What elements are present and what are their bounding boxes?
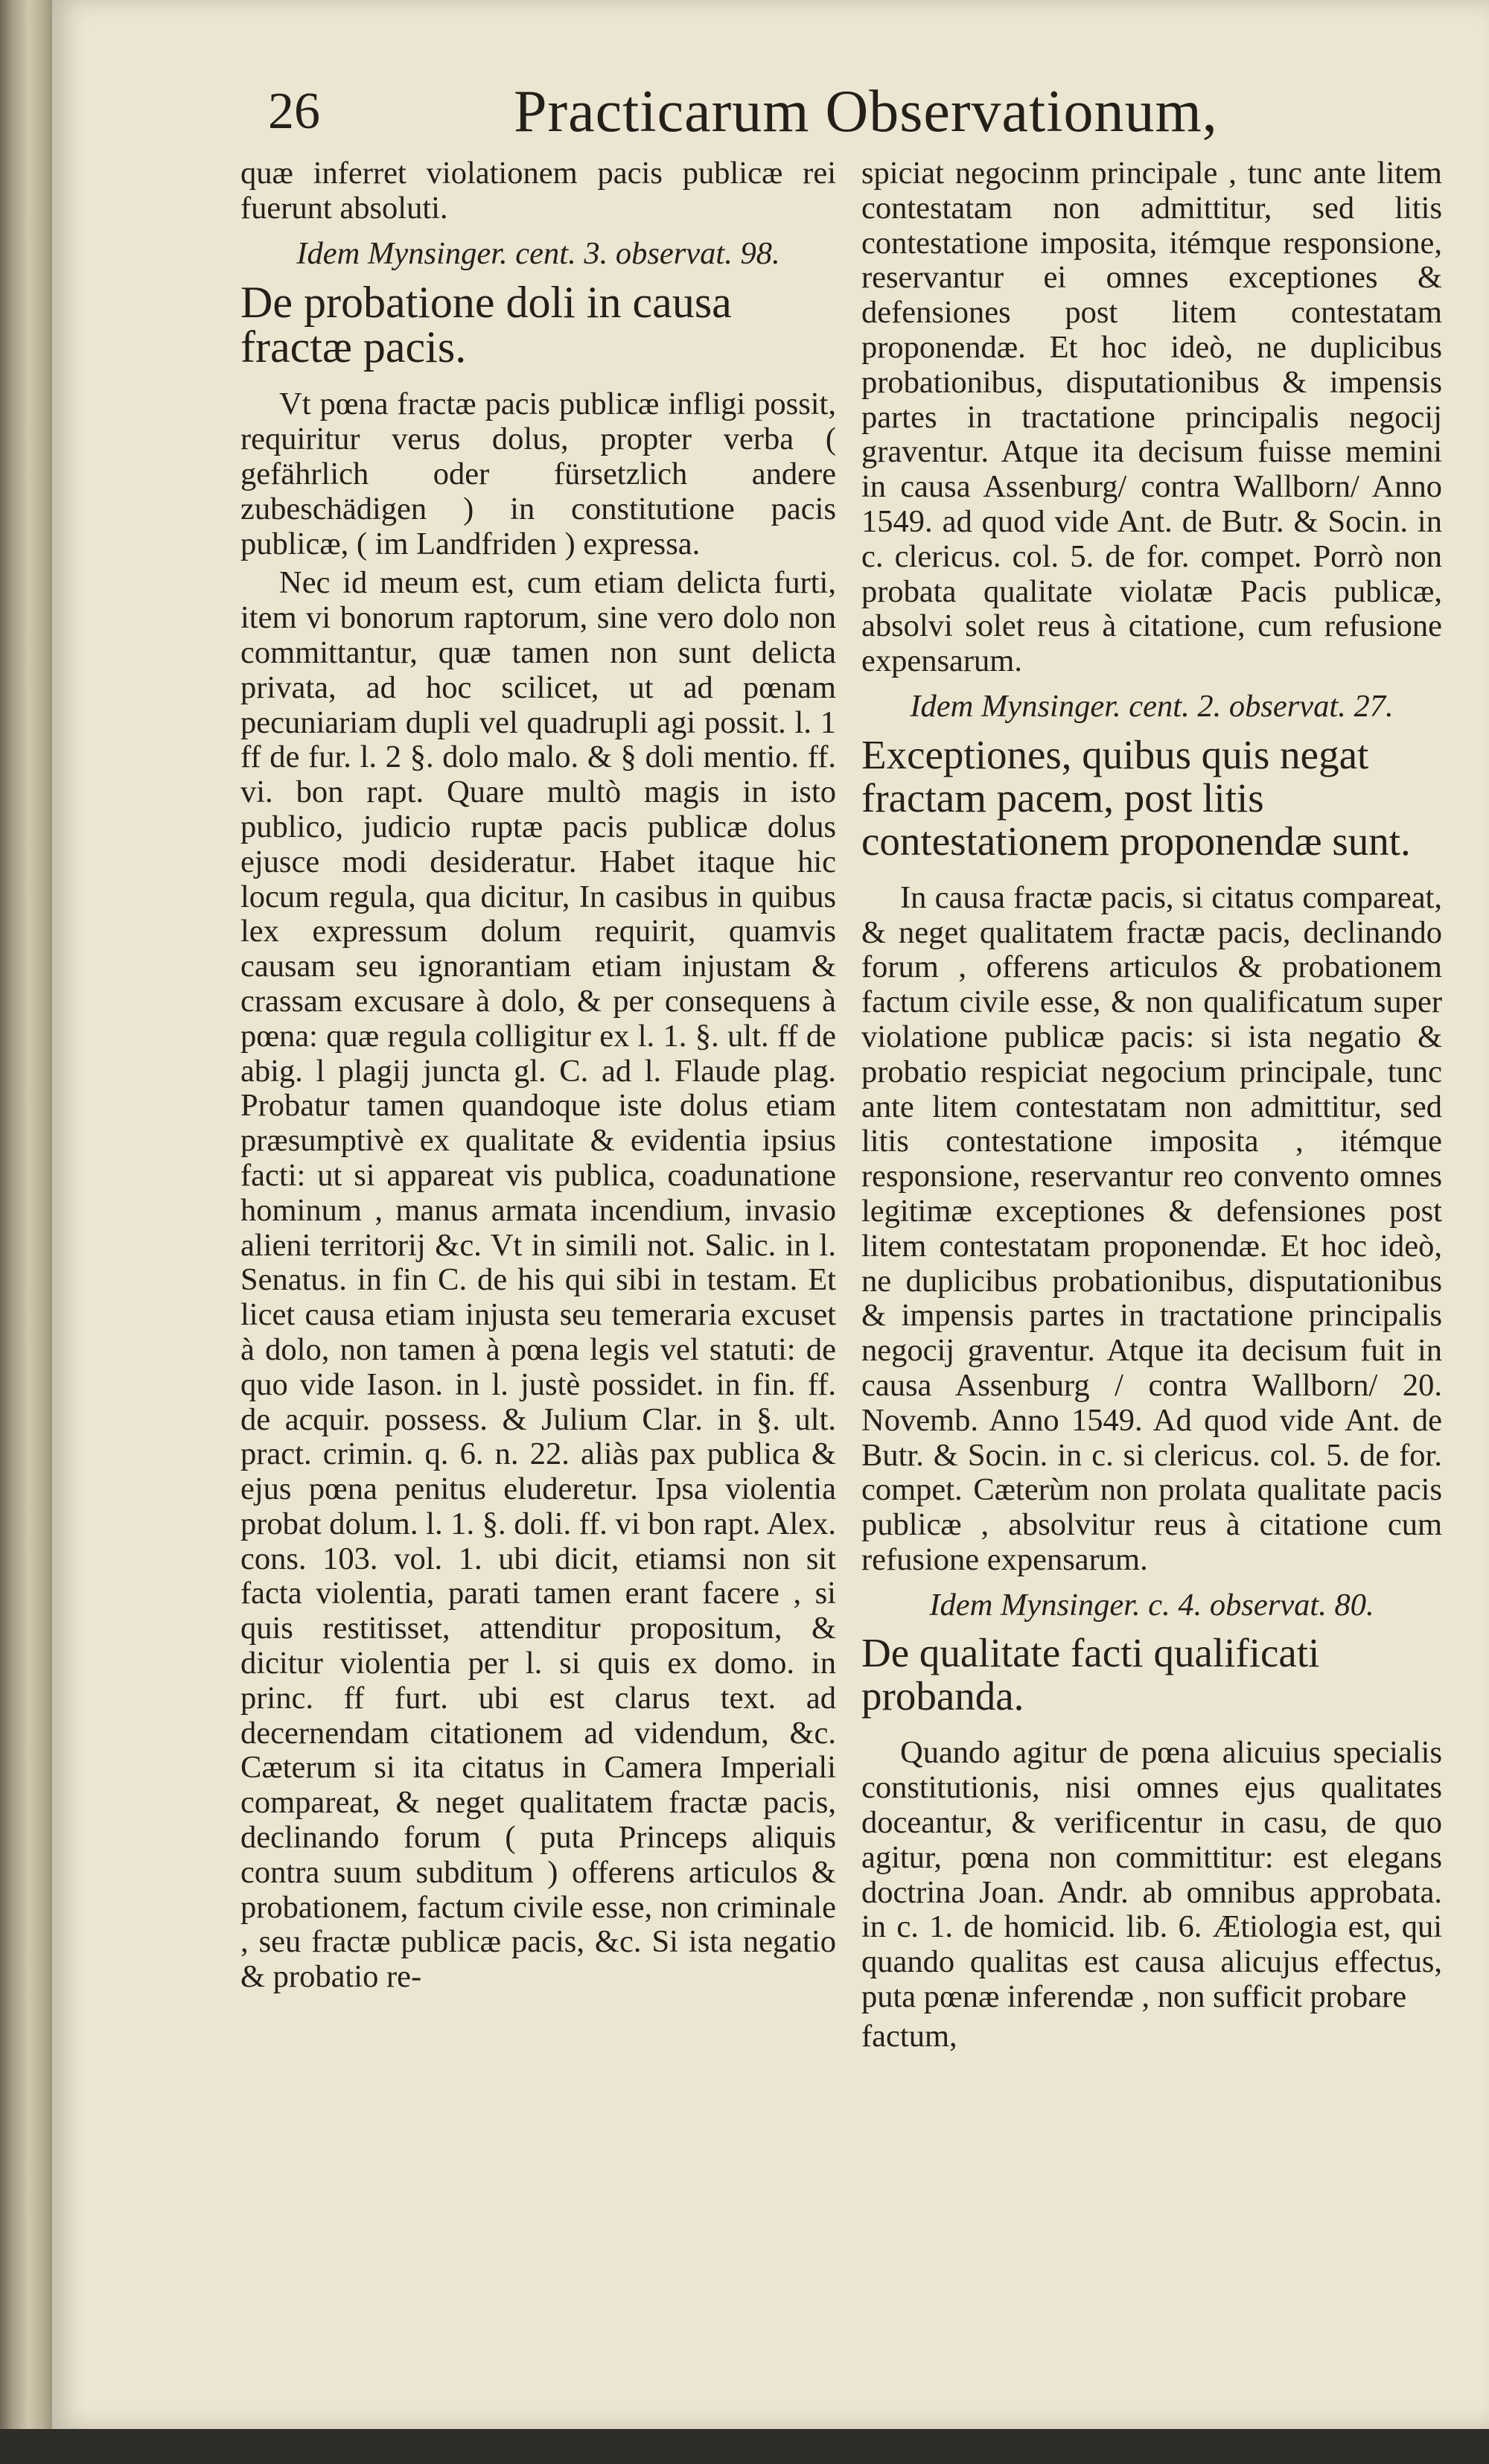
right-paragraph-in-causa: In causa fractæ pacis, si citatus compareat, & neget qualitatem fractæ pacis, declinando forum , offerens articulos & probationem factum civile esse, & non qualificatum super violatione publicæ pacis: si ista negatio & probatio respiciat negocium principale, tunc ante litem contestatam non admittitur, sed litis contestatione imposita , itémque responsione, reservantur reo convento omnes legitimæ exceptiones & defensiones post litem contestatam proponendæ. Et hoc ideò, ne duplicibus probationibus, disputationibus & impensis partes in tractatione principalis negocij graventur. Atque ita decisum fuit in causa Assenburg / contra Wallborn/ 20. Novemb. Anno 1549. Ad quod vide Ant. de Butr. & Socin. in c. si clericus. col. 5. de for. compet. Cæterùm non prolata qualitate pacis publicæ , absolvitur reus à citatione cum refusione expensarum. <box>861 879 1442 1577</box>
catchword: factum, <box>861 2018 957 2054</box>
section-heading-exceptiones: Exceptiones, quibus quis negat fractam pacem, post litis contestationem proponendæ sunt. <box>861 731 1411 864</box>
left-paragraph-nec-id: Nec id meum est, cum etiam delicta furti, item vi bonorum raptorum, sine vero dolo non committantur, quæ tamen non sunt delicta privata, ad hoc scilicet, ut ad pœnam pecuniariam dupli vel quadrupli agi possit. l. 1 ff de fur. l. 2 §. dolo malo. & § doli mentio. ff. vi. bon rapt. Quare multò magis in isto publico, judicio ruptæ pacis publicæ dolus ejusce modi desideratur. Habet itaque hic locum regula, qua dicitur, In casibus in quibus lex expressum dolum requirit, quamvis causam seu ignorantiam etiam injustam & crassam excusare à dolo, & per consequens à pœna: quæ regula colligitur ex l. 1. §. ult. ff de abig. l plagij juncta gl. C. ad l. Flaude plag. Probatur tamen quandoque iste dolus etiam præsumptivè ex qualitate & evidentia ipsius facti: ut si appareat vis publica, coadunatione hominum , manus armata incendium, invasio alieni territorij &c. Vt in simili not. Salic. in l. Senatus. in fin C. de his qui sibi in testam. Et licet causa etiam injusta seu temeraria excuset à dolo, non tamen à pœna legis vel statuti: de quo vide Iason. in l. justè possidet. in fin. ff. de acquir. possess. & Julium Clar. in §. ult. pract. crimin. q. 6. n. 22. aliàs pax publica & ejus pœna penitus eluderetur. Ipsa violentia probat dolum. l. 1. §. doli. ff. vi bon rapt. Alex. cons. 103. vol. 1. ubi dicit, etiamsi non sit facta violentia, parati tamen erant facere , si quis restitisset, attenditur propositum, & dicitur violentia per l. si quis ex domo. in princ. ff furt. ubi est clarus text. ad decernendam citationem ad videndum, &c. Cæterum si ita citatus in Camera Imperiali compareat, & neget qualitatem fractæ pacis, declinando forum ( puta Princeps aliquis contra suum subditum ) offerens articulos & probationem, factum civile esse, non criminale , seu fractæ publicæ pacis, &c. Si ista negatio & probatio re- <box>240 565 836 1995</box>
right-paragraph-quando: Quando agitur de pœna alicuius specialis constitutionis, nisi omnes ejus qualitates doceantur, & verificentur in casu, de quo agitur, pœna non committitur: est elegans doctrina Joan. Andr. ab omnibus approbata. in c. 1. de homicid. lib. 6. Ætiologia est, qui quando qualitas est causa alicujus effectus, puta pœnæ inferendæ , non sufficit probare <box>861 1735 1442 2015</box>
book-page <box>52 0 1489 2429</box>
right-column <box>861 156 1442 2390</box>
right-paragraph-continuation: spiciat negocinm principale , tunc ante litem contestatam non admittitur, sed litis contestatione imposita, itémque responsione, reservantur ei omnes exceptiones & defensiones post litem contestatam proponendæ. Et hoc ideò, ne duplicibus probationibus, disputationibus & impensis partes in tractatione principalis negocij graventur. Atque ita decisum fuisse memini in causa Assenburg/ contra Wallborn/ Anno 1549. ad quod vide Ant. de Butr. & Socin. in c. clericus. col. 5. de for. compet. Porrò non probata qualitate violatæ Pacis publicæ, absolvi solet reus à citatione, cum refusione expensarum. <box>861 156 1442 679</box>
book-binding <box>0 0 52 2464</box>
running-title: Practicarum Observationum, <box>514 79 1218 144</box>
left-paragraph-poena: Vt pœna fractæ pacis publicæ infligi possit, requiritur verus dolus, propter verba ( gefährlich oder fürsetzlich andere zubeschädigen ) in constitutione pacis publicæ, ( im Landfriden ) expressa. <box>240 386 836 561</box>
right-citation-1: Idem Mynsinger. cent. 2. observat. 27. <box>910 688 1394 724</box>
section-heading-probatione-doli: De probatione doli in causa fractæ pacis. <box>240 278 732 372</box>
left-column <box>240 156 836 2390</box>
left-citation: Idem Mynsinger. cent. 3. observat. 98. <box>296 235 780 271</box>
left-paragraph-continuation: quæ inferret violationem pacis publicæ rei fuerunt absoluti. <box>240 156 836 226</box>
section-heading-qualitate-facti: De qualitate facti qualificati probanda. <box>861 1630 1320 1719</box>
scan-bottom-edge <box>0 2429 1489 2464</box>
right-citation-2: Idem Mynsinger. c. 4. observat. 80. <box>929 1587 1374 1623</box>
page-header <box>268 78 1236 145</box>
page-number: 26 <box>268 83 320 140</box>
